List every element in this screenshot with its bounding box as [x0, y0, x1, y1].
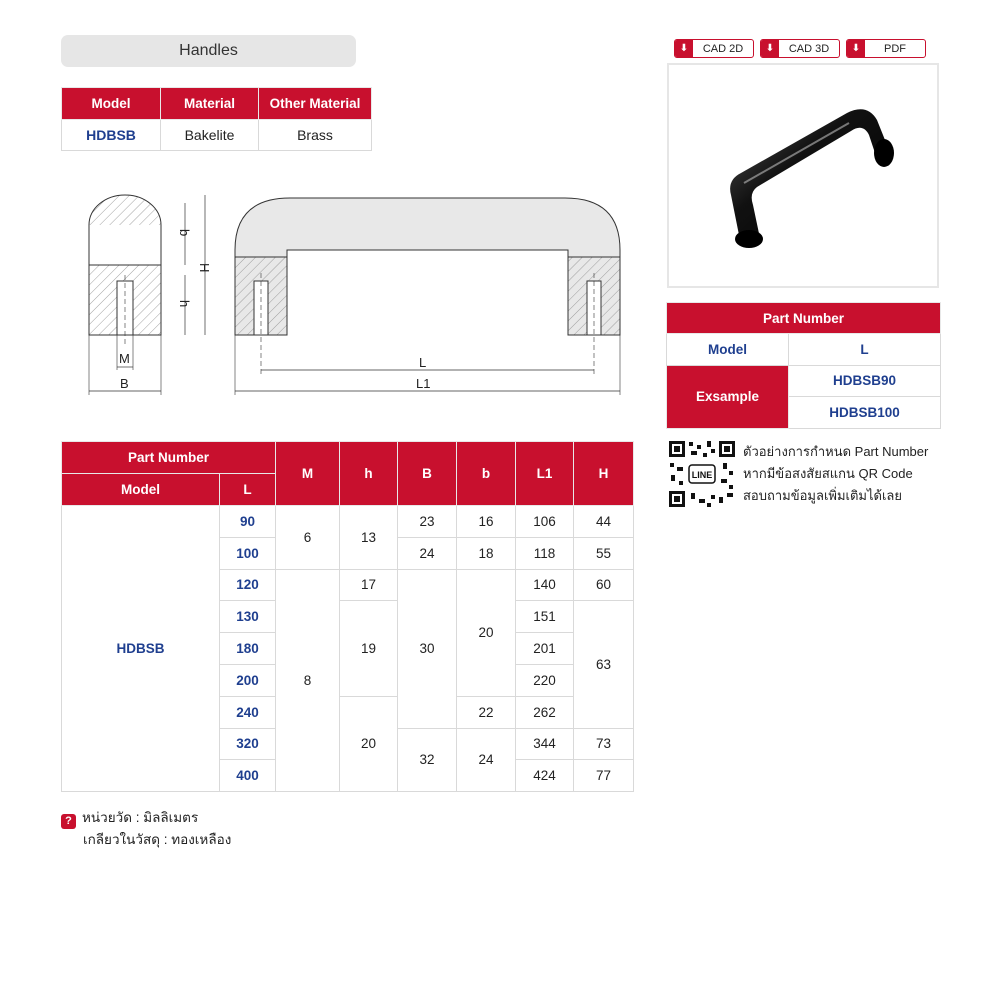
model-value: HDBSB	[62, 120, 161, 151]
L-cell: 240	[220, 696, 276, 728]
L1-cell: 201	[516, 633, 574, 665]
cad-3d-button[interactable]	[760, 39, 840, 58]
dim-L-label: L	[419, 355, 427, 370]
L1-cell: 220	[516, 664, 574, 696]
qr-line-badge: LINE	[691, 470, 713, 480]
header-B: B	[398, 442, 457, 506]
download-icon: ⬇	[761, 40, 779, 57]
H-cell: 77	[574, 760, 634, 792]
L-cell: 320	[220, 728, 276, 760]
pdf-label: PDF	[884, 42, 906, 55]
b-cell: 16	[457, 506, 516, 538]
L1-cell: 262	[516, 696, 574, 728]
cad-3d-label: CAD 3D	[788, 42, 830, 55]
dim-B-label: B	[120, 376, 129, 391]
technical-drawing	[80, 185, 640, 405]
qr-note-line-1: ตัวอย่างการกำหนด Part Number	[743, 444, 929, 459]
line-qr-code[interactable]	[667, 439, 737, 509]
b-cell: 24	[457, 728, 516, 792]
pn-example-label: Exsample	[667, 365, 789, 428]
L1-cell: 106	[516, 506, 574, 538]
handle-body	[730, 109, 887, 243]
page-title-text: Handles	[179, 42, 238, 59]
b-cell: 20	[457, 569, 516, 696]
model-cell: HDBSB	[62, 506, 220, 792]
B-cell: 32	[398, 728, 457, 792]
dim-b-label: b	[177, 229, 192, 237]
dimension-table	[61, 441, 634, 792]
H-cell: 63	[574, 601, 634, 728]
pn-example-2: HDBSB100	[789, 397, 941, 429]
download-icon: ⬇	[847, 40, 865, 57]
header-model: Model	[62, 474, 220, 506]
part-number-example-table	[666, 302, 941, 429]
pn-header: Part Number	[667, 303, 941, 334]
h-cell: 20	[340, 696, 398, 791]
B-cell: 23	[398, 506, 457, 538]
dim-M-label: M	[119, 351, 130, 366]
header-other-material: Other Material	[259, 88, 372, 120]
notes	[61, 807, 231, 850]
header-part-number: Part Number	[62, 442, 276, 474]
L-cell: 200	[220, 664, 276, 696]
L-cell: 100	[220, 537, 276, 569]
h-cell: 13	[340, 506, 398, 570]
thread-note: เกลียวในวัสดุ : ทองเหลือง	[83, 832, 232, 847]
B-cell: 30	[398, 569, 457, 728]
H-cell: 60	[574, 569, 634, 601]
H-cell: 44	[574, 506, 634, 538]
cad-2d-label: CAD 2D	[702, 42, 744, 55]
header-M: M	[276, 442, 340, 506]
pdf-button[interactable]	[846, 39, 926, 58]
H-cell: 55	[574, 537, 634, 569]
L1-cell: 140	[516, 569, 574, 601]
qr-note	[743, 441, 928, 507]
L-cell: 90	[220, 506, 276, 538]
H-cell: 73	[574, 728, 634, 760]
material-value: Bakelite	[161, 120, 259, 151]
header-b: b	[457, 442, 516, 506]
L-cell: 120	[220, 569, 276, 601]
page-title	[61, 35, 356, 67]
M-cell: 8	[276, 569, 340, 792]
unit-note: หน่วยวัด : มิลลิเมตร	[82, 810, 199, 825]
h-cell: 19	[340, 601, 398, 696]
M-cell: 6	[276, 506, 340, 570]
L1-cell: 151	[516, 601, 574, 633]
table-row	[62, 506, 634, 538]
L1-cell: 118	[516, 537, 574, 569]
header-H: H	[574, 442, 634, 506]
qr-note-line-3: สอบถามข้อมูลเพิ่มเติมได้เลย	[743, 488, 903, 503]
cad-2d-button[interactable]	[674, 39, 754, 58]
b-cell: 18	[457, 537, 516, 569]
pn-col-L: L	[789, 334, 941, 366]
B-cell: 24	[398, 537, 457, 569]
L1-cell: 344	[516, 728, 574, 760]
question-icon: ?	[61, 814, 76, 829]
L1-cell: 424	[516, 760, 574, 792]
dim-H-label: H	[197, 263, 212, 273]
handle-front-outline	[235, 198, 620, 335]
other-material-value: Brass	[259, 120, 372, 151]
b-cell: 22	[457, 696, 516, 728]
L-cell: 130	[220, 601, 276, 633]
download-icon: ⬇	[675, 40, 693, 57]
header-h: h	[340, 442, 398, 506]
L-cell: 180	[220, 633, 276, 665]
L-cell: 400	[220, 760, 276, 792]
dim-L1-label: L1	[416, 376, 431, 391]
product-photo	[667, 63, 939, 288]
header-material: Material	[161, 88, 259, 120]
dim-h-label: h	[177, 300, 192, 308]
header-L: L	[220, 474, 276, 506]
pn-col-model: Model	[667, 334, 789, 366]
qr-note-line-2: หากมีข้อสงสัยสแกน QR Code	[743, 466, 913, 481]
pn-example-1: HDBSB90	[789, 365, 941, 397]
header-model: Model	[62, 88, 161, 120]
h-cell: 17	[340, 569, 398, 601]
header-L1: L1	[516, 442, 574, 506]
material-table	[61, 87, 372, 151]
